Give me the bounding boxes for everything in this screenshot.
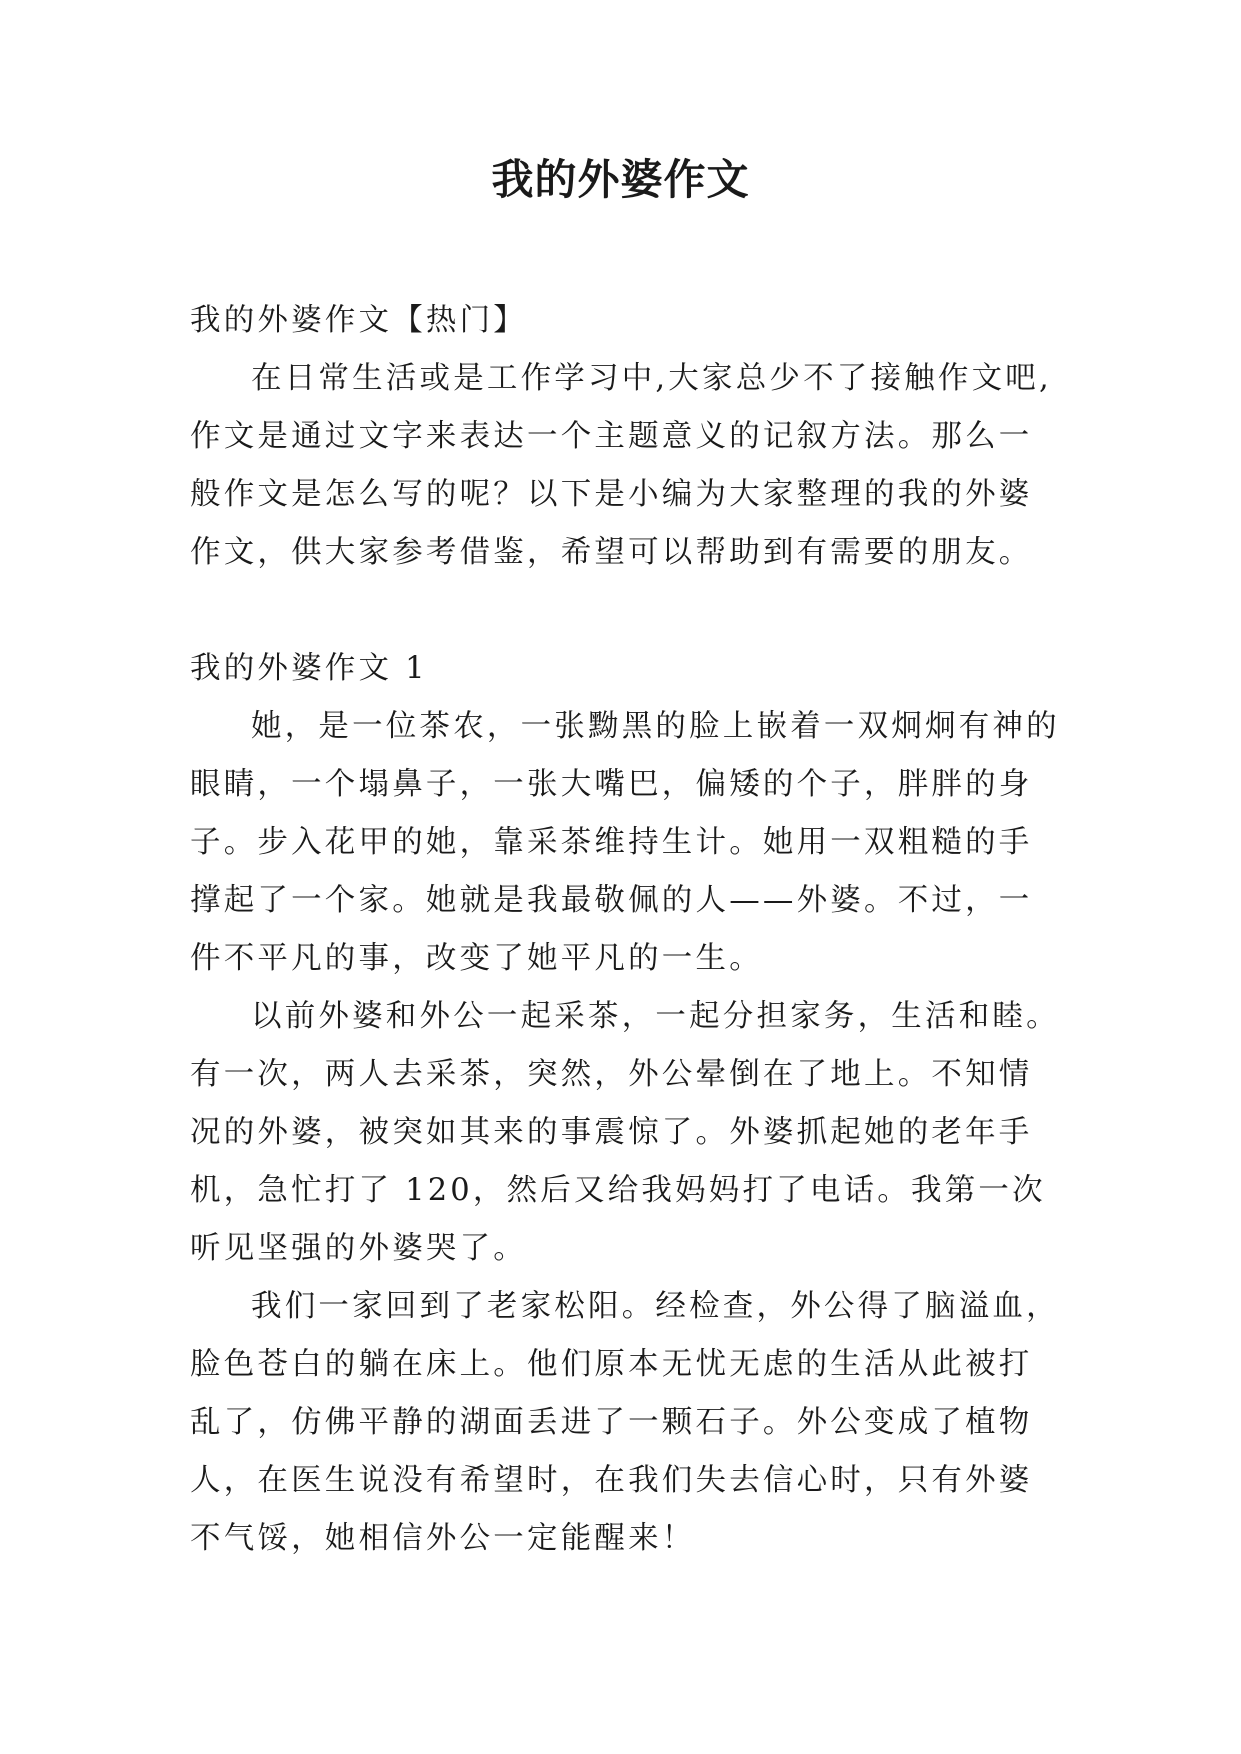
- section-spacer: [190, 582, 1060, 640]
- section1-paragraph-2: 以前外婆和外公一起采茶，一起分担家务，生活和睦。有一次，两人去采茶，突然，外公晕倒在了地上。不知情况的外婆，被突如其来的事震惊了。外婆抓起她的老年手机，急忙打了 120，然后又给我妈妈打了电话。我第一次听见坚强的外婆哭了。: [190, 999, 1060, 1266]
- document-title: 我的外婆作文: [491, 155, 750, 204]
- intro-paragraph: 在日常生活或是工作学习中,大家总少不了接触作文吧,作文是通过文字来表达一个主题意义的记叙方法。那么一般作文是怎么写的呢？以下是小编为大家整理的我的外婆作文，供大家参考借鉴，希望可以帮助到有需要的朋友。: [190, 361, 1052, 570]
- document-body: [190, 292, 1060, 1568]
- section1-paragraph-3: 我们一家回到了老家松阳。经检查，外公得了脑溢血，脸色苍白的躺在床上。他们原本无忧无虑的生活从此被打乱了，仿佛平静的湖面丢进了一颗石子。外公变成了植物人，在医生说没有希望时，在我们失去信心时，只有外婆不气馁，她相信外公一定能醒来！: [190, 1289, 1060, 1556]
- section1-paragraph-1: 她，是一位茶农，一张黝黑的脸上嵌着一双炯炯有神的眼睛，一个塌鼻子，一张大嘴巴，偏矮的个子，胖胖的身子。步入花甲的她，靠采茶维持生计。她用一双粗糙的手撑起了一个家。她就是我最敬佩的人——外婆。不过，一件不平凡的事，改变了她平凡的一生。: [190, 709, 1060, 976]
- section1-heading: 我的外婆作文 1: [190, 651, 428, 686]
- intro-heading: 我的外婆作文【热门】: [190, 303, 527, 338]
